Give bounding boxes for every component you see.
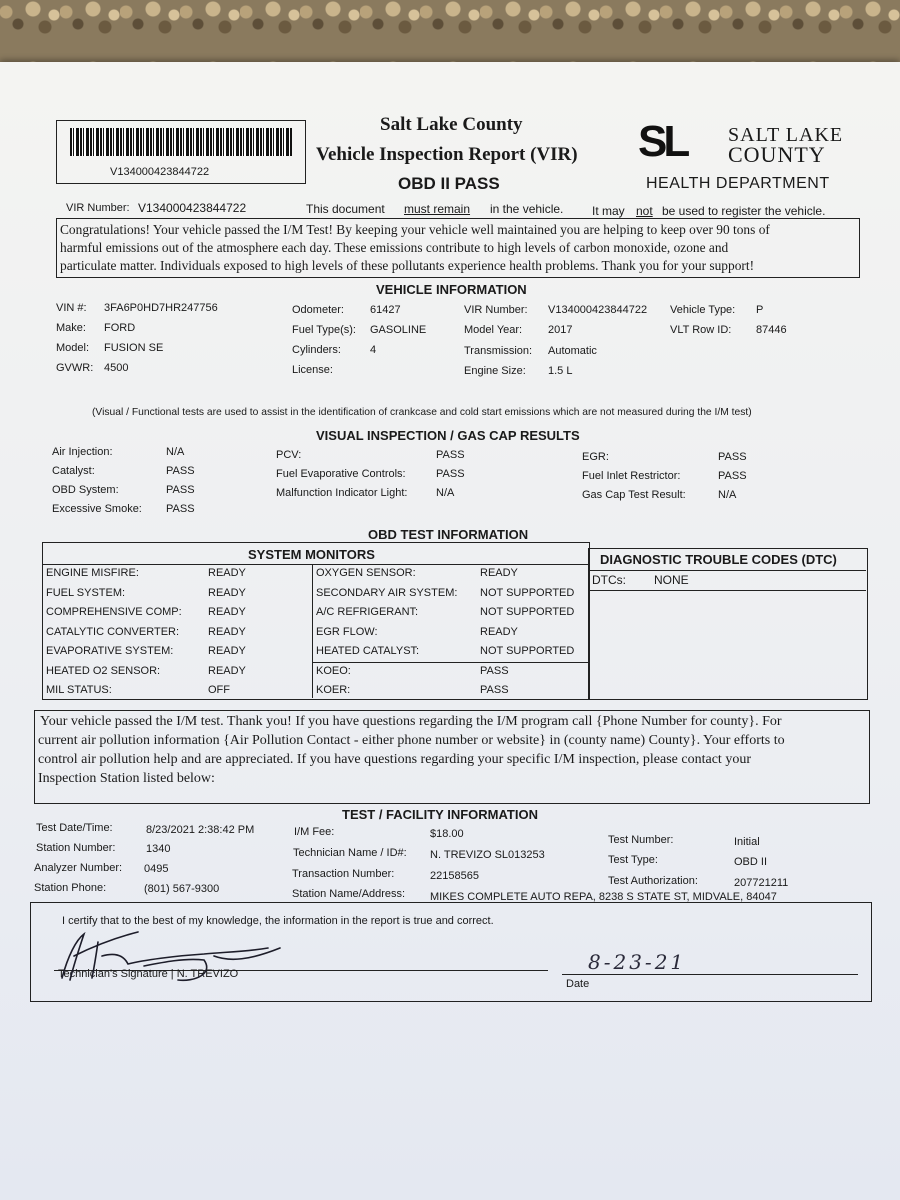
monitor-status: READY xyxy=(480,567,518,579)
odometer-label: Odometer: xyxy=(292,304,344,316)
make-value: FORD xyxy=(104,322,136,334)
mil-light-label: Malfunction Indicator Light: xyxy=(276,487,408,499)
monitor-status: PASS xyxy=(480,684,509,696)
fuel-inlet-label: Fuel Inlet Restrictor: xyxy=(582,470,681,482)
fuel-evap-value: PASS xyxy=(436,468,465,480)
technician-value: N. TREVIZO SL013253 xyxy=(430,849,545,861)
cylinders-value: 4 xyxy=(370,344,377,356)
doc-note-e: not xyxy=(636,204,653,218)
technician-label: Technician Name / ID#: xyxy=(293,847,407,859)
dtc-row-divider xyxy=(588,590,866,591)
vin-value: 3FA6P0HD7HR247756 xyxy=(104,302,218,314)
monitor-status: READY xyxy=(208,606,246,618)
monitors-heading: SYSTEM MONITORS xyxy=(248,547,375,562)
egr-value: PASS xyxy=(718,451,747,463)
transaction-label: Transaction Number: xyxy=(292,868,395,880)
vlt-row-label: VLT Row ID: xyxy=(670,324,732,336)
engine-size-label: Engine Size: xyxy=(464,365,526,377)
fuel-evap-label: Fuel Evaporative Controls: xyxy=(276,468,406,480)
test-date-value: 8/23/2021 2:38:42 PM xyxy=(146,824,255,836)
gas-cap-value: N/A xyxy=(718,489,737,501)
dtc-header-divider xyxy=(588,570,866,571)
dtc-value: NONE xyxy=(654,573,689,587)
im-fee-label: I/M Fee: xyxy=(294,826,335,838)
egr-label: EGR: xyxy=(582,451,609,463)
vehicle-info-heading: VEHICLE INFORMATION xyxy=(376,282,527,297)
monitors-column-divider xyxy=(312,564,313,698)
obd-heading: OBD TEST INFORMATION xyxy=(368,527,529,542)
vir-label: VIR Number: xyxy=(66,202,130,214)
transmission-label: Transmission: xyxy=(464,345,533,357)
engine-size-value: 1.5 L xyxy=(548,365,573,377)
transaction-value: 22158565 xyxy=(430,870,479,882)
model-value: FUSION SE xyxy=(104,342,164,354)
barcode xyxy=(70,128,292,156)
monitor-name: KOER: xyxy=(316,684,351,696)
station-phone-label: Station Phone: xyxy=(34,882,107,894)
gas-cap-label: Gas Cap Test Result: xyxy=(582,489,686,501)
monitor-name: FUEL SYSTEM: xyxy=(46,586,126,599)
doc-note-d: It may xyxy=(592,204,625,218)
transmission-value: Automatic xyxy=(548,345,597,357)
model-year-label: Model Year: xyxy=(464,324,523,336)
vehicle-type-label: Vehicle Type: xyxy=(670,304,736,316)
monitor-status: READY xyxy=(480,625,518,638)
logo-line-1: SALT LAKE xyxy=(728,124,844,146)
gvwr-label: GVWR: xyxy=(56,362,94,374)
obd-system-value: PASS xyxy=(166,484,195,496)
county-logo-mark: SL xyxy=(638,117,687,166)
title-line-3: OBD II PASS xyxy=(398,174,500,193)
logo-line-3: HEALTH DEPARTMENT xyxy=(646,175,830,192)
congrats-line-1: Congratulations! Your vehicle passed the I/M Test! By keeping your vehicle well maintained you are helping to keep over 90 tons of xyxy=(60,222,770,237)
air-injection-value: N/A xyxy=(166,446,185,458)
vir-paper xyxy=(0,62,900,1200)
logo-line-2: COUNTY xyxy=(728,142,826,167)
passed-line-2: current air pollution information {Air Pollution Contact - either phone number or website} in (county name) County}. Your efforts to xyxy=(38,733,785,748)
station-phone-value: (801) 567-9300 xyxy=(144,883,220,895)
mil-light-value: N/A xyxy=(436,487,455,499)
station-number-label: Station Number: xyxy=(36,842,116,854)
monitor-status: READY xyxy=(208,645,246,657)
monitor-name: OXYGEN SENSOR: xyxy=(316,567,416,579)
analyzer-value: 0495 xyxy=(144,863,169,875)
monitor-name: EGR FLOW: xyxy=(316,625,378,638)
test-number-value: Initial xyxy=(734,836,760,848)
gvwr-value: 4500 xyxy=(104,362,129,374)
facility-heading: TEST / FACILITY INFORMATION xyxy=(342,807,538,822)
monitor-name: HEATED O2 SENSOR: xyxy=(46,664,161,677)
visual-note: (Visual / Functional tests are used to assist in the identification of crankcase and cold start emissions which are not measured during the I/M test) xyxy=(92,407,752,418)
monitor-status: NOT SUPPORTED xyxy=(480,645,575,657)
congrats-line-2: harmful emissions out of the atmosphere each day. These emissions contribute to high levels of carbon monoxide, ozone and xyxy=(60,240,729,255)
doc-note-a: This document xyxy=(306,202,385,216)
monitor-status: READY xyxy=(208,567,246,579)
test-auth-value: 207721211 xyxy=(734,877,789,889)
odometer-value: 61427 xyxy=(370,304,401,316)
dtc-heading: DIAGNOSTIC TROUBLE CODES (DTC) xyxy=(600,552,837,567)
vehicle-type-value: P xyxy=(756,304,764,316)
monitor-name: SECONDARY AIR SYSTEM: xyxy=(316,586,458,599)
monitor-name: COMPREHENSIVE COMP: xyxy=(46,606,182,618)
dtc-label: DTCs: xyxy=(592,573,626,587)
license-label: License: xyxy=(292,364,333,376)
doc-note-b: must remain xyxy=(404,202,471,216)
vir-value: V134000423844722 xyxy=(138,201,247,215)
excessive-smoke-label: Excessive Smoke: xyxy=(52,503,142,515)
monitor-status: PASS xyxy=(480,664,509,677)
handwritten-date: 8-23-21 xyxy=(588,950,687,974)
monitor-name: KOEO: xyxy=(316,664,351,677)
pcv-value: PASS xyxy=(436,449,465,461)
doc-note-f: be used to register the vehicle. xyxy=(662,204,826,218)
station-number-value: 1340 xyxy=(146,843,171,855)
vin-label: VIN #: xyxy=(56,302,87,314)
vir-number-value: V134000423844722 xyxy=(548,304,648,316)
station-address-value: MIKES COMPLETE AUTO REPA, 8238 S STATE ST, MIDVALE, 84047 xyxy=(430,891,777,903)
monitor-name: CATALYTIC CONVERTER: xyxy=(46,625,180,638)
monitor-status: READY xyxy=(208,625,246,638)
station-address-label: Station Name/Address: xyxy=(292,888,406,900)
test-type-value: OBD II xyxy=(734,856,768,868)
monitors-header-divider xyxy=(42,564,588,565)
monitor-name: HEATED CATALYST: xyxy=(316,645,420,657)
excessive-smoke-value: PASS xyxy=(166,503,195,515)
monitor-status: OFF xyxy=(208,684,230,696)
congrats-line-3: particulate matter. Individuals exposed to high levels of these pollutants experience health problems. Thank you for your support! xyxy=(60,258,755,273)
technician-signature xyxy=(54,916,294,986)
barcode-number: V134000423844722 xyxy=(110,166,210,178)
monitor-status: READY xyxy=(208,586,246,599)
koeo-divider xyxy=(312,662,588,663)
date-label: Date xyxy=(566,978,590,990)
vir-number-label: VIR Number: xyxy=(464,304,528,316)
make-label: Make: xyxy=(56,322,86,334)
title-line-2: Vehicle Inspection Report (VIR) xyxy=(316,144,578,165)
catalyst-value: PASS xyxy=(166,465,195,477)
vlt-row-value: 87446 xyxy=(756,324,787,336)
test-type-label: Test Type: xyxy=(608,854,658,866)
test-date-label: Test Date/Time: xyxy=(36,822,113,834)
monitor-name: ENGINE MISFIRE: xyxy=(46,567,139,579)
monitor-name: A/C REFRIGERANT: xyxy=(316,606,419,618)
model-label: Model: xyxy=(56,342,90,354)
monitor-name: EVAPORATIVE SYSTEM: xyxy=(46,645,174,657)
cylinders-label: Cylinders: xyxy=(292,344,341,356)
obd-system-label: OBD System: xyxy=(52,484,119,496)
fuel-label: Fuel Type(s): xyxy=(292,324,356,336)
catalyst-label: Catalyst: xyxy=(52,465,95,477)
certify-text: I certify that to the best of my knowledge, the information in the report is true and correct. xyxy=(62,915,494,927)
passed-line-1: Your vehicle passed the I/M test. Thank you! If you have questions regarding the I/M program call {Phone Number for county}. For xyxy=(40,714,782,729)
date-line xyxy=(562,974,858,975)
title-line-1: Salt Lake County xyxy=(380,114,523,135)
passed-line-4: Inspection Station listed below: xyxy=(38,771,215,786)
signature-label: Technician's Signature | N. TREVIZO xyxy=(58,968,239,980)
fuel-value: GASOLINE xyxy=(370,324,427,336)
im-fee-value: $18.00 xyxy=(430,828,464,840)
monitor-status: NOT SUPPORTED xyxy=(480,586,575,599)
passed-line-3: control air pollution help and are appreciated. If you have questions regarding your specific I/M inspection, please contact your xyxy=(38,752,751,767)
visual-heading: VISUAL INSPECTION / GAS CAP RESULTS xyxy=(316,428,580,443)
doc-note-c: in the vehicle. xyxy=(490,202,564,216)
model-year-value: 2017 xyxy=(548,324,573,336)
fuel-inlet-value: PASS xyxy=(718,470,747,482)
test-number-label: Test Number: xyxy=(608,834,674,846)
monitor-name: MIL STATUS: xyxy=(46,684,112,696)
test-auth-label: Test Authorization: xyxy=(608,875,698,887)
monitor-status: READY xyxy=(208,664,246,677)
air-injection-label: Air Injection: xyxy=(52,446,113,458)
monitor-status: NOT SUPPORTED xyxy=(480,606,575,618)
pcv-label: PCV: xyxy=(276,449,302,461)
analyzer-label: Analyzer Number: xyxy=(34,862,123,874)
